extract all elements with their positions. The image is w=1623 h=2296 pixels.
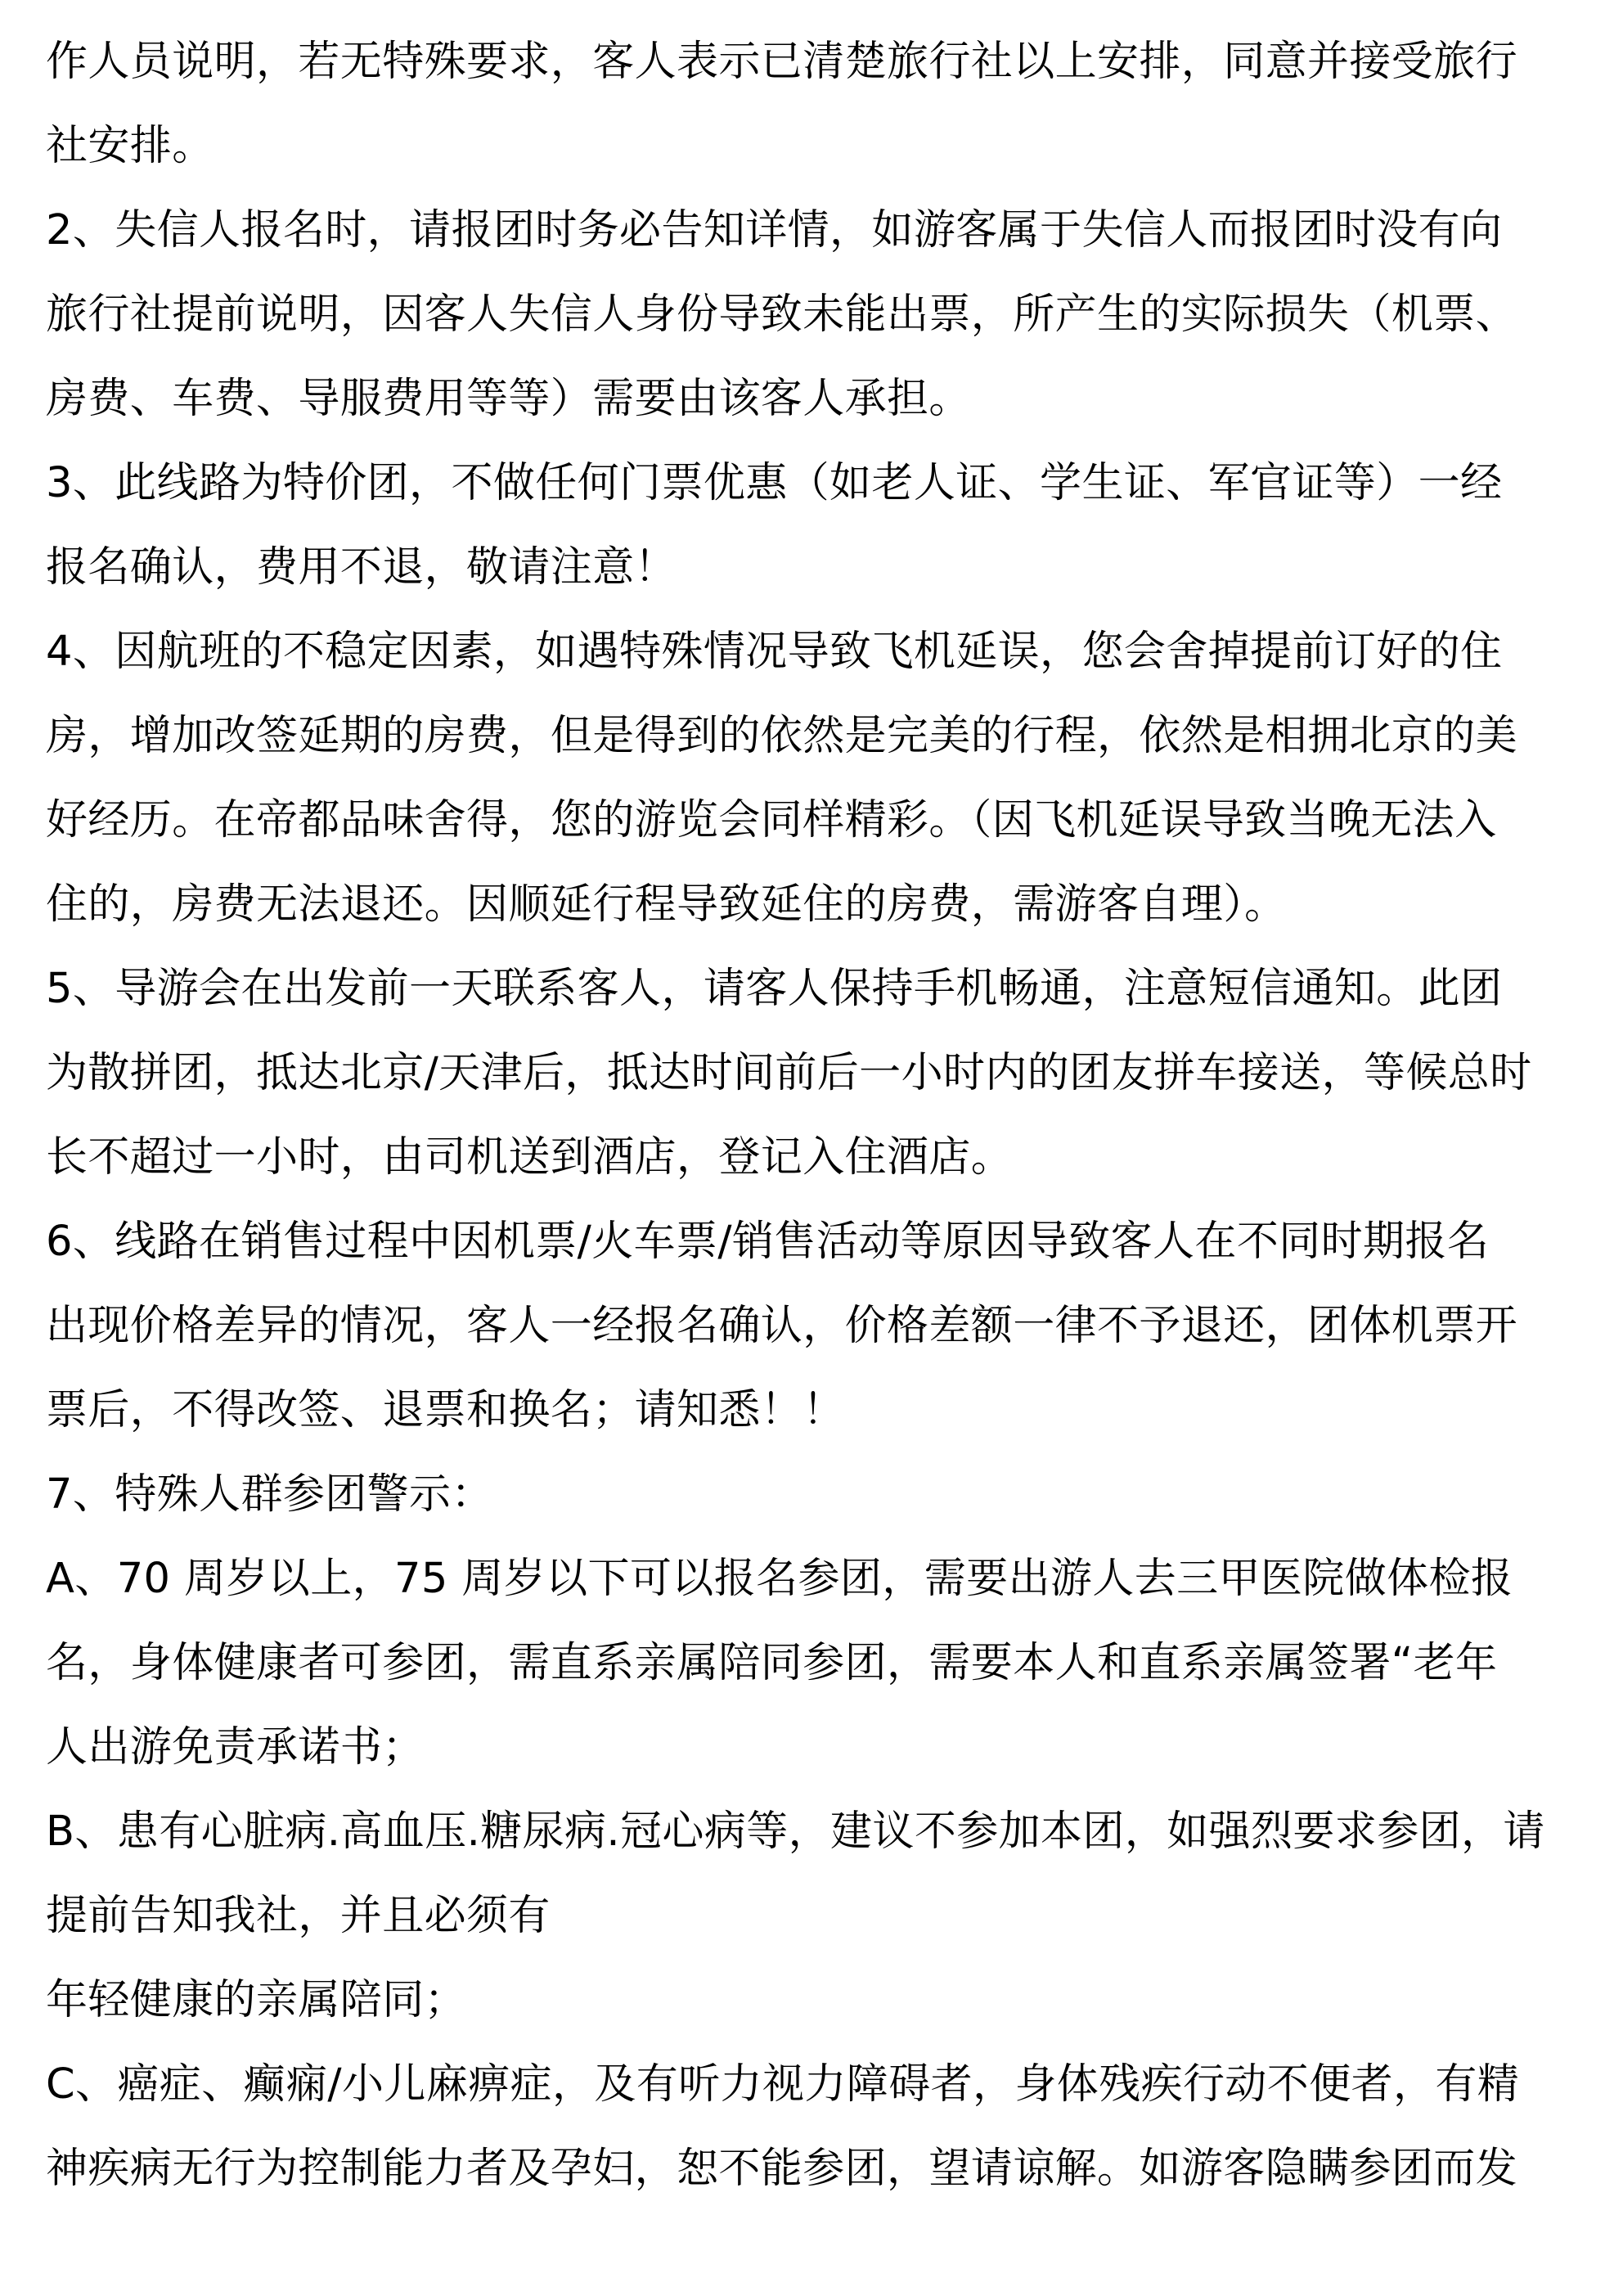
- text-line: 作人员说明，若无特殊要求，客人表示已清楚旅行社以上安排，同意并接受旅行: [46, 38, 1518, 86]
- text-line: 房费、车费、导服费用等等）需要由该客人承担。: [46, 375, 971, 423]
- text-line: 出现价格差异的情况，客人一经报名确认，价格差额一律不予退还，团体机票开: [46, 1302, 1518, 1350]
- document-body: [46, 20, 1584, 2211]
- text-line: 房，增加改签延期的房费，但是得到的依然是完美的行程，依然是相拥北京的美: [46, 712, 1518, 760]
- text-line: 2、失信人报名时，请报团时务必告知详情，如游客属于失信人而报团时没有向: [46, 206, 1503, 254]
- text-line: A、70 周岁以上，75 周岁以下可以报名参团，需要出游人去三甲医院做体检报: [46, 1555, 1513, 1603]
- text-line: 年轻健康的亲属陪同；: [46, 1976, 467, 2024]
- text-line: 5、导游会在出发前一天联系客人，请客人保持手机畅通，注意短信通知。此团: [46, 965, 1503, 1013]
- text-line: 社安排。: [46, 122, 214, 170]
- text-line: B、患有心脏病.高血压.糖尿病.冠心病等，建议不参加本团，如强烈要求参团，请: [46, 1808, 1545, 1856]
- text-line: 神疾病无行为控制能力者及孕妇，恕不能参团，望请谅解。如游客隐瞒参团而发: [46, 2145, 1518, 2193]
- text-line: C、癌症、癫痫/小儿麻痹症，及有听力视力障碍者，身体残疾行动不便者，有精: [46, 2060, 1520, 2109]
- text-line: 为散拼团，抵达北京/天津后，抵达时间前后一小时内的团友拼车接送，等候总时: [46, 1049, 1532, 1097]
- text-line: 人出游免责承诺书；: [46, 1723, 425, 1772]
- text-line: 名，身体健康者可参团，需直系亲属陪同参团，需要本人和直系亲属签署“老年: [46, 1639, 1498, 1687]
- text-line: 6、线路在销售过程中因机票/火车票/销售活动等原因导致客人在不同时期报名: [46, 1218, 1490, 1266]
- text-line: 7、特殊人群参团警示：: [46, 1470, 493, 1519]
- text-line: 住的，房费无法退还。因顺延行程导致延住的房费，需游客自理）。: [46, 880, 1287, 929]
- text-line: 3、此线路为特价团，不做任何门票优惠（如老人证、学生证、军官证等）一经: [46, 459, 1503, 507]
- text-line: 旅行社提前说明，因客人失信人身份导致未能出票，所产生的实际损失（机票、: [46, 290, 1518, 339]
- text-line: 4、因航班的不稳定因素，如遇特殊情况导致飞机延误，您会舍掉提前订好的住: [46, 628, 1503, 676]
- text-line: 报名确认，费用不退，敬请注意！: [46, 543, 677, 592]
- text-line: 好经历。在帝都品味舍得，您的游览会同样精彩。（因飞机延误导致当晚无法入: [46, 796, 1497, 844]
- text-line: 长不超过一小时，由司机送到酒店，登记入住酒店。: [46, 1133, 1014, 1182]
- text-line: 提前告知我社，并且必须有: [46, 1892, 551, 1940]
- text-line: 票后，不得改签、退票和换名；请知悉！！: [46, 1386, 845, 1434]
